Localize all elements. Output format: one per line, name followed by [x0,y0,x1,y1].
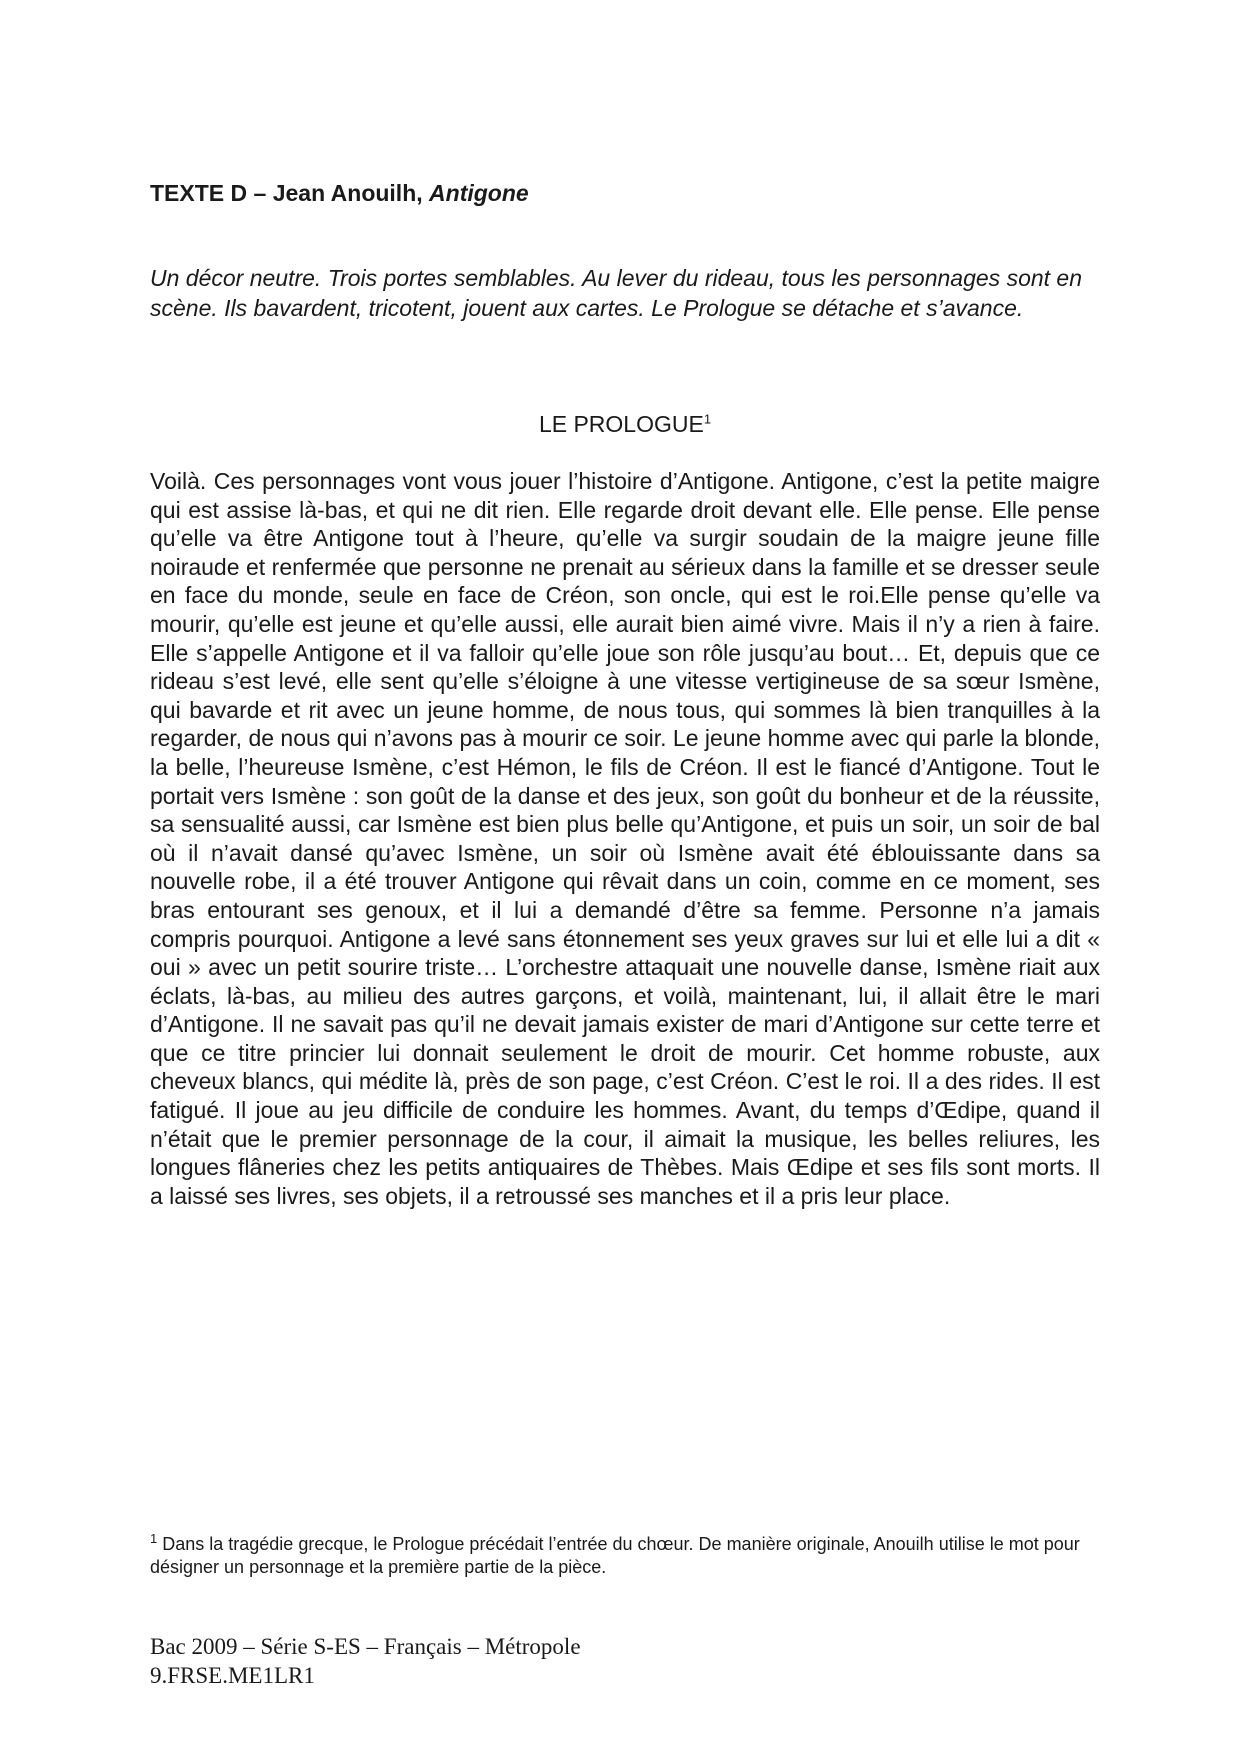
footnote [150,1533,1100,1579]
page-footer [150,1632,581,1690]
footnote-number: 1 [150,1531,158,1546]
footer-exam-line: Bac 2009 – Série S-ES – Français – Métropole [150,1634,581,1659]
footer-code-line: 9.FRSE.ME1LR1 [150,1663,315,1688]
title-work: Antigone [429,180,529,206]
footnote-reference: 1 [703,411,712,427]
stage-direction: Un décor neutre. Trois portes semblables. Au lever du rideau, tous les personnages sont en scène. Ils bavardent, tricotent, jouent aux cartes. Le Prologue se détache et s’avance. [150,265,1083,321]
footnote-text: Dans la tragédie grecque, le Prologue précédait l’entrée du chœur. De manière originale, Anouilh utilise le mot pour désigner un personnage et la première partie de la pièce. [150,1534,1080,1577]
speaker-heading [150,409,1100,439]
prologue-speech: Voilà. Ces personnages vont vous jouer l’histoire d’Antigone. Antigone, c’est la petite maigre qui est assise là-bas, et qui ne dit rien. Elle regarde droit devant elle. Elle pense. Elle pense qu’elle va être Antigone tout à l’heure, qu’elle va surgir soudain de la maigre jeune fille noiraude et renfermée que personne ne prenait au sérieux dans la famille et se dresser seule en face du monde, seule en face de Créon, son oncle, qui est le roi.Elle pense qu’elle va mourir, qu’elle est jeune et qu’elle aussi, elle aurait bien aimé vivre. Mais il n’y a rien à faire. Elle s’appelle Antigone et il va falloir qu’elle joue son rôle jusqu’au bout… Et, depuis que ce rideau s’est levé, elle sent qu’elle s’éloigne à une vitesse vertigineuse de sa sœur Ismène, qui bavarde et rit avec un jeune homme, de nous tous, qui sommes là bien tranquilles à la regarder, de nous qui n’avons pas à mourir ce soir. Le jeune homme avec qui parle la blonde, la belle, l’heureuse Ismène, c’est Hémon, le fils de Créon. Il est le fiancé d’Antigone. Tout le portait vers Ismène : son goût de la danse et des jeux, son goût du bonheur et de la réussite, sa sensualité aussi, car Ismène est bien plus belle qu’Antigone, et puis un soir, un soir de bal où il n’avait dansé qu’avec Ismène, un soir où Ismène avait été éblouissante dans sa nouvelle robe, il a été trouver Antigone qui rêvait dans un coin, comme en ce moment, ses bras entourant ses genoux, et il lui a demandé d’être sa femme. Personne n’a jamais compris pourquoi. Antigone a levé sans étonnement ses yeux graves sur lui et elle lui a dit « oui » avec un petit sourire triste… L’orchestre attaquait une nouvelle danse, Ismène riait aux éclats, là-bas, au milieu des autres garçons, et voilà, maintenant, lui, il allait être le mari d’Antigone. Il ne savait pas qu’il ne devait jamais exister de mari d’Antigone sur cette terre et que ce titre princier lui donnait seulement le droit de mourir. Cet homme robuste, aux cheveux blancs, qui médite là, près de son page, c’est Créon. C’est le roi. Il a des rides. Il est fatigué. Il joue au jeu difficile de conduire les hommes. Avant, du temps d’Œdipe, quand il n’était que le premier personnage de la cour, il aimait la musique, les belles reliures, les longues flâneries chez les petits antiquaires de Thèbes. Mais Œdipe et ses fils sont morts. Il a laissé ses livres, ses objets, il a retroussé ses manches et il a pris leur place. [150,468,1100,1209]
title-prefix: TEXTE D – Jean Anouilh, [150,180,430,206]
speaker-name: LE PROLOGUE [538,411,704,437]
text-title [150,178,529,208]
